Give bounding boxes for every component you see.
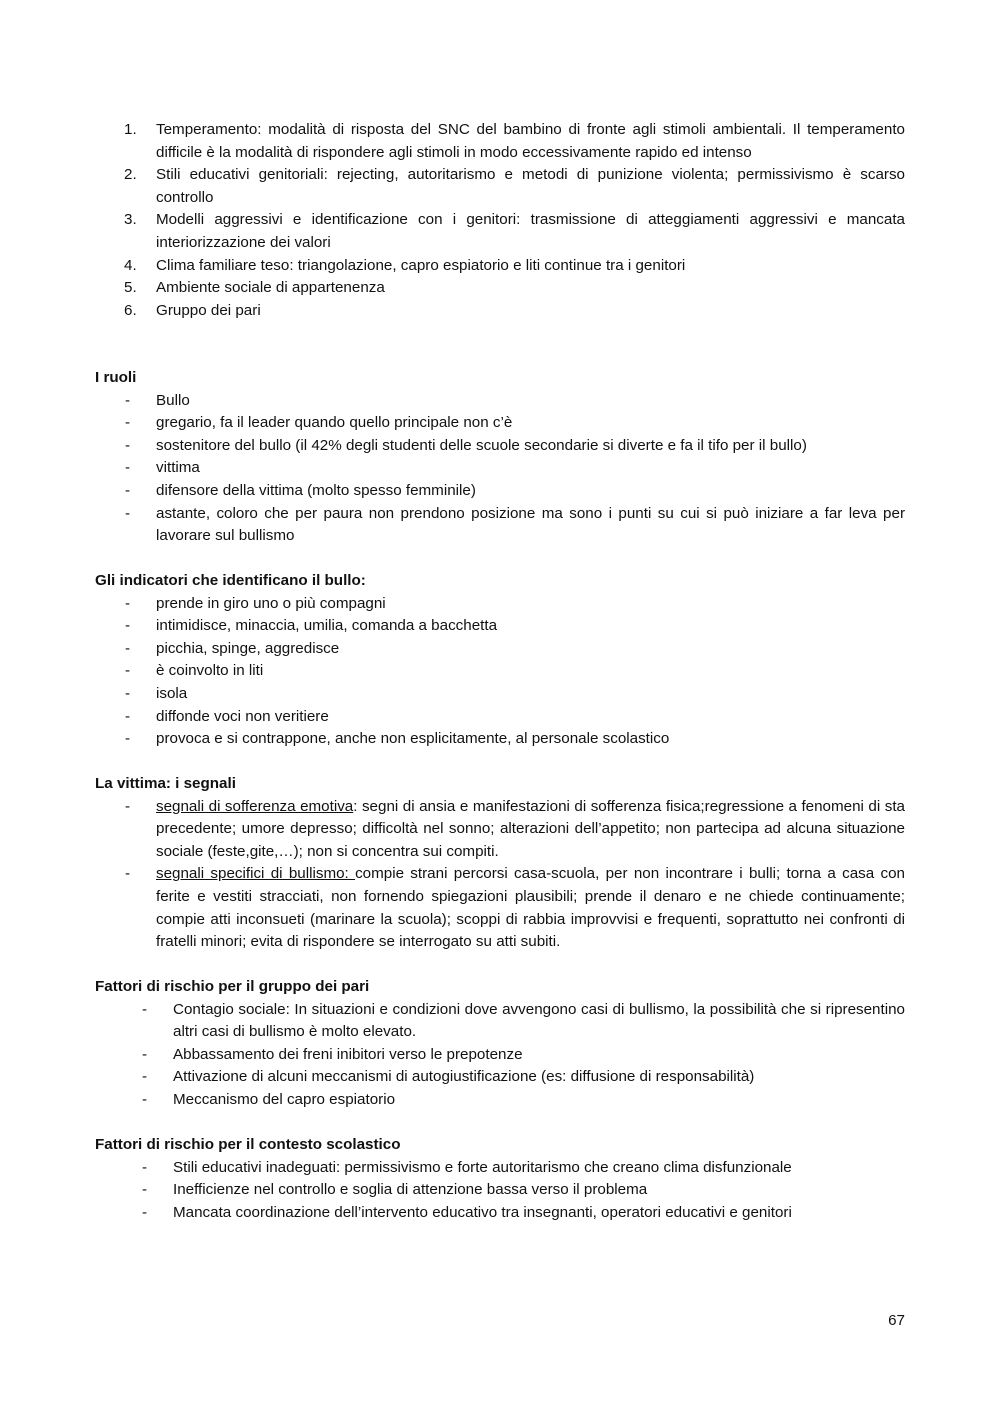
list-item-text: Stili educativi inadeguati: permissivismo e forte autoritarismo che creano clima disfunzionale <box>173 1158 792 1176</box>
list-marker: 5. <box>124 279 137 297</box>
peer-risk-heading: Fattori di rischio per il gruppo dei pari <box>95 978 370 995</box>
list-item <box>95 457 905 480</box>
list-marker: 6. <box>124 301 137 319</box>
list-item-text: isola <box>156 684 188 702</box>
list-item <box>95 277 905 300</box>
list-item <box>95 660 905 683</box>
list-item <box>95 435 905 458</box>
causes-list <box>95 119 905 322</box>
signal-label: segnali specifici di bullismo: <box>156 865 356 883</box>
list-item <box>95 503 905 548</box>
list-item <box>95 1044 905 1067</box>
list-marker: - <box>125 594 131 612</box>
list-marker: 4. <box>124 256 137 274</box>
roles-list <box>95 390 905 548</box>
list-item-text: : segni di ansia e manifestazioni di sofferenza fisica;regressione a fenomeni di sta precedente; umore depresso; difficoltà nel sonno; alterazioni dell’appetito; non partecipa ad alcuna situazione sociale (feste,gite,…); non si concentra sui compiti. <box>156 797 905 860</box>
list-marker: - <box>142 1158 148 1176</box>
list-item-text: difensore della vittima (molto spesso femminile) <box>156 481 476 499</box>
list-item-text: vittima <box>156 459 200 477</box>
list-item <box>95 1066 905 1089</box>
list-marker: - <box>125 639 131 657</box>
school-risk-section <box>95 1134 905 1224</box>
list-item-text: è coinvolto in liti <box>156 662 264 680</box>
list-item <box>95 863 905 953</box>
list-item-text: gregario, fa il leader quando quello principale non c’è <box>156 414 513 432</box>
list-item-text: diffonde voci non veritiere <box>156 707 329 725</box>
list-marker: - <box>125 662 131 680</box>
list-item-text: prende in giro uno o più compagni <box>156 594 386 612</box>
list-marker: - <box>125 707 131 725</box>
list-item-text: astante, coloro che per paura non prendono posizione ma sono i punti su cui si può iniziare a far leva per lavorare sul bullismo <box>156 504 905 545</box>
list-marker: 3. <box>124 211 137 229</box>
list-marker: - <box>142 1000 148 1018</box>
list-marker: - <box>142 1203 148 1221</box>
school-risk-list <box>95 1157 905 1225</box>
list-marker: - <box>125 459 131 477</box>
list-marker: - <box>125 481 131 499</box>
list-item <box>95 615 905 638</box>
list-item <box>95 638 905 661</box>
list-item-text: Bullo <box>156 391 190 409</box>
list-marker: - <box>142 1090 148 1108</box>
list-marker: - <box>142 1045 148 1063</box>
signal-label: segnali di sofferenza emotiva <box>156 797 354 815</box>
list-item <box>95 164 905 209</box>
list-item-text: Inefficienze nel controllo e soglia di attenzione bassa verso il problema <box>173 1181 648 1199</box>
causes-section <box>95 119 905 322</box>
list-item <box>95 1202 905 1225</box>
list-marker: - <box>142 1068 148 1086</box>
list-item <box>95 390 905 413</box>
list-marker: - <box>125 684 131 702</box>
victim-heading: La vittima: i segnali <box>95 775 236 792</box>
list-marker: - <box>125 414 131 432</box>
list-item <box>95 255 905 278</box>
list-item <box>95 300 905 323</box>
list-item-text: Attivazione di alcuni meccanismi di autogiustificazione (es: diffusione di responsabilità) <box>173 1068 755 1086</box>
list-item-text: Stili educativi genitoriali: rejecting, autoritarismo e metodi di punizione violenta; permissivismo è scarso controllo <box>156 166 905 206</box>
list-item <box>95 1157 905 1180</box>
list-marker: - <box>125 797 131 815</box>
list-marker: - <box>125 436 131 454</box>
list-item-text: Abbassamento dei freni inibitori verso le prepotenze <box>173 1045 523 1063</box>
list-item <box>95 480 905 503</box>
roles-heading: I ruoli <box>95 369 137 386</box>
indicators-heading: Gli indicatori che identificano il bullo: <box>95 572 366 589</box>
list-item-text: Gruppo dei pari <box>156 301 261 319</box>
list-item <box>95 999 905 1044</box>
indicators-list <box>95 593 905 751</box>
list-item-text: Contagio sociale: In situazioni e condizioni dove avvengono casi di bullismo, la possibilità che si ripresentino altri casi di bullismo è molto elevato. <box>173 1000 905 1041</box>
list-item-text: picchia, spinge, aggredisce <box>156 639 340 657</box>
roles-section <box>95 367 905 548</box>
list-item-text: Meccanismo del capro espiatorio <box>173 1090 396 1108</box>
list-item-text: Mancata coordinazione dell’intervento educativo tra insegnanti, operatori educativi e genitori <box>173 1203 792 1221</box>
victim-list <box>95 796 905 954</box>
list-item-text: Modelli aggressivi e identificazione con i genitori: trasmissione di atteggiamenti aggressivi e mancata interiorizzazione dei valori <box>156 211 905 251</box>
list-item-text: intimidisce, minaccia, umilia, comanda a bacchetta <box>156 617 498 635</box>
list-item <box>95 1089 905 1112</box>
list-marker: - <box>125 391 131 409</box>
list-marker: - <box>125 730 131 748</box>
peer-risk-list <box>95 999 905 1112</box>
list-item-text: Clima familiare teso: triangolazione, capro espiatorio e liti continue tra i genitori <box>156 256 686 274</box>
list-marker: - <box>125 617 131 635</box>
school-risk-heading: Fattori di rischio per il contesto scolastico <box>95 1136 401 1153</box>
peer-risk-section <box>95 976 905 1112</box>
victim-section <box>95 773 905 954</box>
list-item <box>95 412 905 435</box>
list-item-text: sostenitore del bullo (il 42% degli studenti delle scuole secondarie si diverte e fa il tifo per il bullo) <box>156 436 807 454</box>
indicators-section <box>95 570 905 751</box>
list-item <box>95 683 905 706</box>
list-item-text: Temperamento: modalità di risposta del SNC del bambino di fronte agli stimoli ambientali. Il temperamento difficile è la modalità di rispondere agli stimoli in modo eccessivamente rapido ed intenso <box>156 121 905 161</box>
list-item-text: provoca e si contrappone, anche non esplicitamente, al personale scolastico <box>156 730 670 748</box>
list-item <box>95 209 905 254</box>
list-item <box>95 119 905 164</box>
list-marker: - <box>125 504 131 522</box>
list-item <box>95 1179 905 1202</box>
page-number: 67 <box>888 1312 905 1329</box>
list-marker: - <box>125 865 131 883</box>
list-item <box>95 706 905 729</box>
list-item <box>95 728 905 751</box>
list-marker: 1. <box>124 121 137 138</box>
list-marker: 2. <box>124 166 137 184</box>
list-item <box>95 796 905 864</box>
list-marker: - <box>142 1181 148 1199</box>
list-item <box>95 593 905 616</box>
list-item-text: Ambiente sociale di appartenenza <box>156 279 385 297</box>
list-item-text: compie strani percorsi casa-scuola, per non incontrare i bulli; torna a casa con ferite e vestiti stracciati, non fornendo spiegazioni plausibili; prende il denaro e ne chiede continuamente; compie atti inconsueti (marinare la scuola); scoppi di rabbia improvvisi e frequenti, soprattutto nei confronti di fratelli minori; evita di rispondere se interrogato su atti subiti. <box>156 865 905 951</box>
